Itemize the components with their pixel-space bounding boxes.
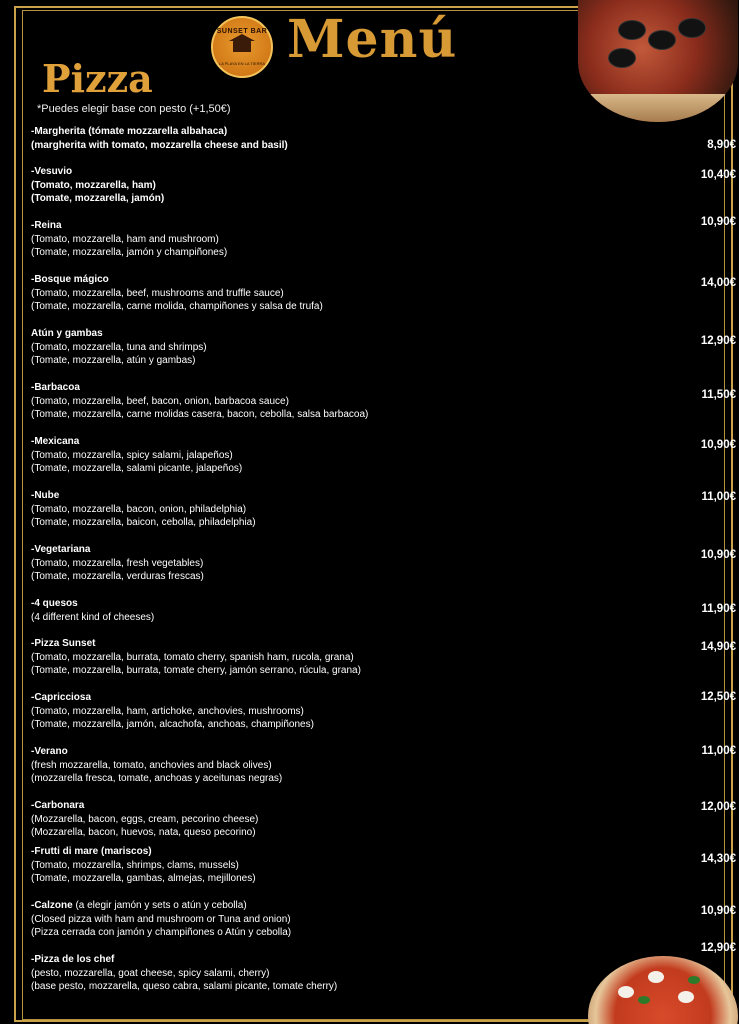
item-description: (4 different kind of cheeses) xyxy=(31,611,155,623)
item-description: (base pesto, mozzarella, queso cabra, salami picante, tomate cherry) xyxy=(31,981,338,992)
item-name-text: -4 quesos xyxy=(31,598,78,609)
item-name xyxy=(31,381,721,395)
item-name xyxy=(31,691,721,705)
item-name xyxy=(31,845,721,859)
menu-item xyxy=(31,899,736,940)
item-price: 11,50€ xyxy=(701,389,736,401)
item-name xyxy=(31,489,721,503)
menu-item xyxy=(31,125,736,152)
item-price: 12,90€ xyxy=(700,335,736,347)
item-price: 10,90€ xyxy=(700,549,736,561)
menu-item xyxy=(31,216,736,260)
item-name-aside: (a elegir jamón y sets o atún y cebolla) xyxy=(72,900,247,911)
item-description: (Mozzarella, bacon, eggs, cream, pecorino cheese) xyxy=(31,813,259,825)
item-description: (Tomate, mozzarella, carne molida, champiñones y salsa de trufa) xyxy=(31,301,323,312)
item-name-text: Atún y gambas xyxy=(31,328,103,339)
item-name-text: -Frutti di mare (mariscos) xyxy=(31,846,152,857)
item-description: (Tomato, mozzarella, tuna and shrimps) xyxy=(31,341,207,353)
item-description: (margherita with tomato, mozzarella cheese and basil) xyxy=(31,139,288,151)
logo-name: SUNSET BAR xyxy=(216,28,268,35)
item-description: (fresh mozzarella, tomato, anchovies and black olives) xyxy=(31,759,272,771)
item-price: 10,40€ xyxy=(700,169,736,181)
item-description: (Tomate, mozzarella, atún y gambas) xyxy=(31,355,196,366)
item-price: 12,50€ xyxy=(700,691,736,703)
item-description: (Closed pizza with ham and mushroom or Tuna and onion) xyxy=(31,913,291,925)
item-price: 11,00€ xyxy=(701,491,736,503)
menu-item xyxy=(31,381,736,422)
item-name xyxy=(31,543,721,557)
item-name-text: -Verano xyxy=(31,746,68,757)
item-description: (Tomate, mozzarella, jamón, alcachofa, anchoas, champiñones) xyxy=(31,719,314,730)
item-description: (Tomato, mozzarella, beef, mushrooms and truffle sauce) xyxy=(31,287,284,299)
item-price: 10,90€ xyxy=(700,439,736,451)
menu-item xyxy=(31,273,736,314)
item-name xyxy=(31,327,721,341)
item-description: (Tomato, mozzarella, shrimps, clams, mussels) xyxy=(31,859,239,871)
item-description: (Pizza cerrada con jamón y champiñones o Atún y cebolla) xyxy=(31,927,292,938)
hut-icon xyxy=(233,40,251,52)
menu-title: Menú xyxy=(287,9,458,70)
item-description: (Tomato, mozzarella, ham, artichoke, anchovies, mushrooms) xyxy=(31,705,304,717)
item-name-text: -Capricciosa xyxy=(31,692,92,703)
menu-item xyxy=(31,597,736,624)
item-name xyxy=(31,799,721,813)
item-price: 12,90€ xyxy=(700,942,736,954)
item-name-text: -Nube xyxy=(31,490,60,501)
item-price: 14,30€ xyxy=(700,853,736,865)
item-description: (Tomate, mozzarella, burrata, tomate cherry, jamón serrano, rúcula, grana) xyxy=(31,665,361,676)
item-name-text: -Pizza Sunset xyxy=(31,638,96,649)
item-description: (mozzarella fresca, tomate, anchoas y aceitunas negras) xyxy=(31,773,283,784)
item-description: (Tomate, mozzarella, jamón) xyxy=(31,193,165,204)
menu-item xyxy=(31,745,736,786)
item-price: 11,90€ xyxy=(701,603,736,615)
item-description: (Tomato, mozzarella, burrata, tomato cherry, spanish ham, rucola, grana) xyxy=(31,651,354,663)
menu-item xyxy=(31,691,736,732)
item-name xyxy=(31,165,721,179)
item-name xyxy=(31,597,721,611)
item-description: (Tomato, mozzarella, beef, bacon, onion, barbacoa sauce) xyxy=(31,395,289,407)
menu-item xyxy=(31,845,736,886)
section-title: Pizza xyxy=(42,56,153,101)
item-name-text: -Vegetariana xyxy=(31,544,91,555)
item-description: (Tomato, mozzarella, ham) xyxy=(31,179,156,191)
item-description: (pesto, mozzarella, goat cheese, spicy salami, cherry) xyxy=(31,967,270,979)
item-name-text: -Vesuvio xyxy=(31,166,73,177)
item-price: 11,00€ xyxy=(701,745,736,757)
item-name-text: -Barbacoa xyxy=(31,382,80,393)
item-name xyxy=(31,435,721,449)
pesto-note: *Puedes elegir base con pesto (+1,50€) xyxy=(37,103,231,115)
item-name-text: -Mexicana xyxy=(31,436,80,447)
item-price: 14,90€ xyxy=(700,641,736,653)
item-name-text: -Reina xyxy=(31,220,62,231)
item-description: (Tomato, mozzarella, spicy salami, jalapeños) xyxy=(31,449,233,461)
menu-item xyxy=(31,543,736,584)
item-price: 8,90€ xyxy=(707,139,736,151)
item-name xyxy=(31,125,721,139)
item-name xyxy=(31,953,721,967)
item-name xyxy=(31,745,721,759)
seafood-pizza-image xyxy=(578,0,738,122)
item-description: (Tomate, mozzarella, carne molidas casera, bacon, cebolla, salsa barbacoa) xyxy=(31,409,369,420)
item-description: (Tomate, mozzarella, salami picante, jalapeños) xyxy=(31,463,243,474)
item-name-text: -Calzone xyxy=(31,900,73,911)
logo-tagline: LA PLAYA EN LA TIERRA xyxy=(218,61,266,66)
item-description: (Mozzarella, bacon, huevos, nata, queso pecorino) xyxy=(31,827,256,838)
item-name xyxy=(31,273,721,287)
menu-item xyxy=(31,489,736,530)
item-description: (Tomato, mozzarella, bacon, onion, philadelphia) xyxy=(31,503,247,515)
item-description: (Tomate, mozzarella, jamón y champiñones) xyxy=(31,247,228,258)
item-description: (Tomate, mozzarella, gambas, almejas, mejillones) xyxy=(31,873,256,884)
menu-item xyxy=(31,165,736,206)
item-name xyxy=(31,899,721,913)
menu-item xyxy=(31,327,736,368)
item-price: 10,90€ xyxy=(700,216,736,228)
item-price: 12,00€ xyxy=(700,801,736,813)
menu-item xyxy=(31,637,736,678)
item-description: (Tomato, mozzarella, ham and mushroom) xyxy=(31,233,219,245)
item-name xyxy=(31,219,721,233)
item-description: (Tomate, mozzarella, baicon, cebolla, philadelphia) xyxy=(31,517,256,528)
item-description: (Tomato, mozzarella, fresh vegetables) xyxy=(31,557,204,569)
item-name-text: -Bosque mágico xyxy=(31,274,109,285)
menu-item xyxy=(31,435,736,476)
item-price: 10,90€ xyxy=(700,905,736,917)
item-name-text: -Carbonara xyxy=(31,800,85,811)
sunset-bar-logo xyxy=(211,16,273,78)
item-name-text: -Margherita (tómate mozzarella albahaca) xyxy=(31,126,228,137)
item-price: 14,00€ xyxy=(700,277,736,289)
item-name xyxy=(31,637,721,651)
menu-item xyxy=(31,799,736,840)
item-description: (Tomate, mozzarella, verduras frescas) xyxy=(31,571,204,582)
item-name-text: -Pizza de los chef xyxy=(31,954,115,965)
